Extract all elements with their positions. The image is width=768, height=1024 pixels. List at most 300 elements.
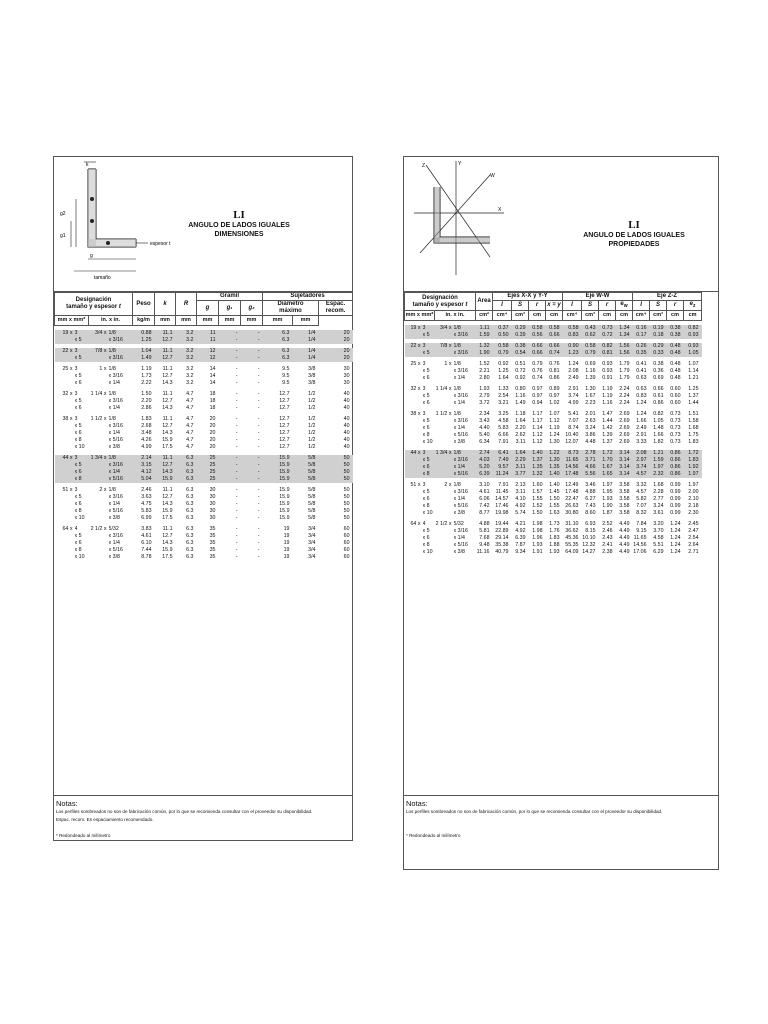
unit-cell: kg/m [133, 316, 155, 326]
table-cell: 1.98 [532, 521, 543, 528]
table-cell: 35 [209, 526, 216, 532]
table-row [405, 325, 719, 332]
table-cell: 3 [422, 361, 426, 368]
unit-cell: cm [546, 311, 563, 321]
table-cell [435, 528, 454, 535]
table-cell [435, 332, 454, 339]
table-cell: 3/8 [308, 373, 316, 379]
table-cell: 2.49 [636, 425, 647, 432]
table-cell: 6.3 [186, 547, 194, 553]
col-xx-S: S [512, 301, 529, 311]
table-cell: 2.38 [602, 549, 613, 556]
notes-title: Notas: [56, 799, 78, 808]
table-cell: 1/8 [109, 455, 133, 462]
notes-line-1: Los perfiles sombreados no son de fabricación común, por lo que se recomienda consultar con el proveedor su disponibilidad. [56, 809, 313, 814]
table-cell: 18 [209, 405, 216, 411]
table-cell [405, 439, 423, 446]
table-cell: 17.5 [162, 515, 173, 521]
table-cell [89, 476, 109, 483]
table-cell: x 6 [422, 425, 430, 432]
table-cell: 50 [319, 462, 353, 469]
title-symbol: LI [233, 209, 245, 221]
table-cell: 9.48 [479, 542, 490, 549]
table-cell: x 10 [74, 515, 85, 521]
table-cell: x 8 [75, 476, 89, 483]
table-cell: 4.57 [636, 489, 647, 496]
table-cell: 4.58 [498, 418, 509, 425]
table-cell: 1.24 [670, 542, 681, 549]
table-cell [405, 400, 423, 407]
table-cell: 6.3 [176, 455, 197, 462]
table-cell: 0.99 [670, 489, 681, 496]
table-cell [405, 510, 423, 517]
table-cell: 6.99 [141, 515, 152, 521]
table-cell: 1.90 [602, 503, 613, 510]
table-cell: - [219, 337, 241, 344]
properties-panel [403, 156, 719, 870]
table-cell: 0.99 [670, 503, 681, 510]
table-cell: 1.25 [498, 368, 509, 375]
table-cell: - [219, 355, 241, 362]
table-cell: 1.32 [476, 343, 493, 350]
table-cell [55, 398, 75, 405]
table-cell: 1.04 [133, 348, 155, 355]
table-row [55, 540, 353, 547]
table-cell: 0.29 [650, 343, 667, 350]
table-cell: 0.43 [582, 325, 599, 332]
table-cell: 44 x [55, 455, 75, 462]
table-row [55, 366, 353, 373]
table-cell [435, 510, 454, 517]
table-cell: 4.61 [141, 533, 152, 539]
table-cell: 1/4 [293, 355, 319, 362]
table-cell: 1.25 [688, 386, 699, 393]
fig-label-g2: g2 [60, 211, 66, 217]
dimensions-subtitle: DIMENSIONES [214, 231, 264, 238]
table-cell: x 3/16 [109, 355, 133, 362]
table-cell: 5/8 [308, 494, 316, 500]
table-cell: 2.43 [602, 535, 613, 542]
dimensions-title: ANGULO DE LADOS IGUALES [188, 222, 290, 229]
table-cell: x 1/4 [453, 535, 465, 542]
table-cell: 1.45 [549, 489, 560, 496]
table-cell: 1.32 [529, 471, 546, 478]
table-cell: 0.93 [684, 332, 702, 339]
table-cell: 1.92 [684, 464, 702, 471]
table-cell: 0.48 [667, 350, 684, 357]
table-cell [405, 464, 423, 471]
table-cell: 12.49 [565, 482, 579, 489]
table-cell: 3.58 [619, 496, 630, 503]
table-cell: x 8 [422, 542, 430, 549]
table-cell: 11.1 [162, 391, 173, 397]
table-cell: 5.83 [141, 508, 152, 514]
col-xx-r: r [529, 301, 546, 311]
table-cell: 19 [283, 526, 290, 532]
table-cell [435, 549, 454, 556]
table-cell [405, 549, 423, 556]
table-cell: 3.24 [653, 503, 664, 510]
table-cell: 0.72 [599, 332, 616, 339]
col-xx-I: I [493, 301, 512, 311]
table-cell: 1.37 [688, 393, 699, 400]
table-cell: 3.15 [133, 462, 155, 469]
table-cell: 0.86 [667, 450, 684, 457]
table-row [55, 330, 353, 337]
table-cell: x 10 [74, 444, 85, 450]
table-cell: - [235, 405, 238, 411]
table-cell: 4.88 [479, 521, 490, 528]
table-cell: 15.9 [279, 508, 290, 514]
table-cell: 1.37 [529, 457, 546, 464]
table-cell: 1.52 [532, 503, 543, 510]
table-row [55, 533, 353, 540]
table-cell: 15.9 [263, 476, 293, 483]
table-cell: 9.15 [636, 528, 647, 535]
unit-cell: mm [176, 316, 197, 326]
table-cell: x 5/16 [453, 432, 468, 439]
table-cell: x 3/8 [453, 439, 465, 446]
table-cell [405, 375, 423, 382]
unit-cell: mm [219, 316, 241, 326]
col-zz-r: r [667, 301, 684, 311]
table-cell: 4.92 [515, 528, 526, 535]
table-cell: 3/4 [308, 533, 316, 539]
table-cell: 17.48 [563, 471, 582, 478]
table-cell: 20 [319, 330, 353, 337]
table-cell: 0.58 [493, 343, 512, 350]
table-row [55, 508, 353, 515]
table-cell: 2.54 [498, 393, 509, 400]
table-cell: 2.18 [688, 503, 699, 510]
table-cell: 1.56 [616, 350, 633, 357]
table-cell: 2.78 [582, 450, 599, 457]
table-cell: x 6 [423, 464, 435, 471]
table-cell: 0.66 [653, 386, 664, 393]
table-cell [405, 393, 423, 400]
table-row [55, 547, 353, 554]
unit-cell: mm [241, 316, 263, 326]
table-cell: 1.19 [602, 386, 613, 393]
table-cell: 1.64 [512, 450, 529, 457]
table-cell: 19 [283, 554, 290, 560]
table-row [55, 416, 353, 423]
table-cell: 4.57 [633, 471, 650, 478]
table-cell: 3.2 [186, 380, 194, 386]
table-cell: 29.14 [495, 535, 509, 542]
table-cell: 19 x [55, 330, 75, 337]
table-cell: 3 [422, 482, 426, 489]
table-cell: 1/8 [454, 325, 476, 332]
table-cell: 30.80 [565, 510, 579, 517]
table-cell [89, 533, 109, 540]
table-cell: 3.21 [498, 400, 509, 407]
table-cell: x 3/16 [108, 373, 123, 379]
table-cell: x 8 [422, 432, 430, 439]
table-cell: 1 1/4 x [90, 391, 107, 397]
table-cell: 50 [343, 487, 350, 493]
table-cell: 8.32 [636, 510, 647, 517]
table-cell: 30 [343, 380, 350, 386]
table-cell: x 5 [423, 350, 435, 357]
table-cell: 0.76 [532, 368, 543, 375]
unit-cell: mm [263, 316, 293, 326]
table-cell: - [257, 398, 260, 404]
table-cell: 5.74 [515, 510, 526, 517]
table-cell: 3.74 [633, 464, 650, 471]
table-cell: 1 x [99, 366, 107, 372]
table-cell: 1.44 [688, 400, 699, 407]
table-cell: 1.33 [498, 386, 509, 393]
table-cell: 4.7 [186, 437, 194, 443]
table-cell: 6.29 [653, 549, 664, 556]
unit-cell: in. x in. [89, 316, 133, 326]
fig-label-w: W [490, 173, 495, 179]
table-cell: x 3/16 [454, 350, 476, 357]
table-row [405, 489, 719, 496]
table-cell [89, 540, 109, 547]
table-cell: 1 3/4 x [435, 450, 452, 457]
table-cell: 3 [422, 411, 426, 418]
table-cell: 3 [423, 343, 435, 350]
table-cell [55, 501, 75, 508]
table-row [405, 482, 719, 489]
table-cell: 1.56 [616, 343, 633, 350]
table-row [55, 494, 353, 501]
table-cell: 2.30 [688, 510, 699, 517]
table-cell: - [257, 554, 260, 560]
table-cell: 40 [343, 430, 350, 436]
table-cell: 3.70 [653, 528, 664, 535]
table-cell: x 10 [422, 439, 433, 446]
table-cell: - [219, 462, 241, 469]
table-cell: 0.69 [585, 361, 596, 368]
table-cell: x 5/16 [454, 471, 476, 478]
table-cell: 1/8 [109, 330, 133, 337]
table-cell: 50 [319, 469, 353, 476]
table-cell: 19 [283, 540, 290, 546]
table-cell: 0.80 [515, 386, 526, 393]
table-cell: 5.41 [568, 411, 579, 418]
table-cell: 3.58 [619, 489, 630, 496]
table-cell: 20 [319, 355, 353, 362]
table-cell: 3.10 [479, 482, 490, 489]
table-cell [55, 508, 75, 515]
table-cell: 25 [197, 455, 219, 462]
table-cell: x 6 [75, 469, 89, 476]
table-cell [435, 350, 454, 357]
table-cell: 50 [319, 476, 353, 483]
table-cell [405, 528, 423, 535]
table-cell: 0.73 [670, 418, 681, 425]
table-cell: 3/4 [308, 526, 316, 532]
col-g: g [197, 301, 219, 316]
table-cell: 0.63 [636, 375, 647, 382]
table-cell: 4.49 [619, 521, 630, 528]
table-cell: x 6 [422, 375, 430, 382]
table-cell: - [257, 515, 260, 521]
table-cell: 7.07 [636, 503, 647, 510]
table-cell: 1.82 [653, 439, 664, 446]
table-cell [89, 462, 109, 469]
table-cell: x 3/8 [453, 510, 465, 517]
table-cell: 0.38 [667, 332, 684, 339]
table-cell: 3.71 [582, 457, 599, 464]
table-cell: 0.74 [532, 375, 543, 382]
table-cell: 35.38 [495, 542, 509, 549]
table-cell [405, 425, 423, 432]
table-cell: 15.9 [279, 501, 290, 507]
table-cell: 2.45 [688, 521, 699, 528]
table-cell: x 5/16 [453, 542, 468, 549]
table-cell: 2.49 [568, 375, 579, 382]
table-cell: 2.74 [476, 450, 493, 457]
table-cell: 12.7 [279, 405, 290, 411]
table-cell [435, 368, 454, 375]
table-cell: 2.79 [479, 393, 490, 400]
table-cell: 40 [343, 444, 350, 450]
table-cell: 3 [75, 348, 89, 355]
table-row [405, 439, 719, 446]
table-cell [435, 425, 454, 432]
table-cell: 0.81 [599, 350, 616, 357]
unit-cell: cm [684, 311, 702, 321]
table-cell: 60 [343, 526, 350, 532]
table-cell: 6.3 [186, 526, 194, 532]
table-cell: 12.7 [279, 430, 290, 436]
table-cell: 11.1 [162, 366, 173, 372]
table-cell: 1.22 [546, 450, 563, 457]
table-cell: 1.93 [602, 496, 613, 503]
table-cell [89, 515, 109, 522]
table-row [405, 471, 719, 478]
table-cell: 11.1 [162, 487, 173, 493]
col-eje-ww: Eje W-W [563, 293, 633, 301]
table-cell: 12.7 [155, 462, 176, 469]
table-cell: 0.99 [670, 496, 681, 503]
table-cell: 0.66 [546, 332, 563, 339]
table-cell: 1.83 [549, 535, 560, 542]
table-cell: 12.7 [162, 373, 173, 379]
table-cell: 3 [423, 325, 435, 332]
table-row [405, 425, 719, 432]
table-cell: 10.10 [582, 535, 596, 542]
table-cell: - [235, 373, 238, 379]
table-cell: x 3/8 [108, 444, 120, 450]
table-cell: 3.14 [616, 471, 633, 478]
table-cell: 2.20 [141, 398, 152, 404]
unit-cell: cm [667, 311, 684, 321]
table-cell: 1.67 [599, 464, 616, 471]
table-cell: 0.35 [633, 350, 650, 357]
table-cell: x 3/8 [108, 515, 120, 521]
table-cell: 6.3 [176, 469, 197, 476]
table-cell: 6.3 [263, 337, 293, 344]
table-cell: 1.35 [546, 464, 563, 471]
table-cell: 1.55 [549, 503, 560, 510]
table-cell: 50 [343, 501, 350, 507]
table-cell: 1.39 [585, 375, 596, 382]
table-cell: 12.7 [279, 416, 290, 422]
table-cell: 22.47 [565, 496, 579, 503]
table-cell: 35 [209, 540, 216, 546]
dimensions-panel [53, 156, 353, 841]
table-cell: 17.5 [162, 554, 173, 560]
table-cell: 6.06 [479, 496, 490, 503]
notes-line-2: Espac. recom. Es espaciamiento recomendado. [56, 817, 154, 822]
properties-table [404, 292, 718, 560]
table-cell: 6.3 [176, 476, 197, 483]
table-cell: 1/8 [108, 366, 116, 372]
table-cell: 64 x [62, 526, 73, 532]
table-cell: x 10 [422, 510, 433, 517]
table-cell: - [241, 462, 263, 469]
table-cell: 0.48 [670, 375, 681, 382]
fig-label-thickness: espesor t [150, 241, 171, 247]
table-cell: 0.76 [549, 361, 560, 368]
table-cell: 5.51 [653, 542, 664, 549]
table-row [405, 418, 719, 425]
table-cell: 25 [197, 462, 219, 469]
table-cell: 1.98 [532, 528, 543, 535]
table-cell: x 5 [422, 528, 430, 535]
table-cell: 1.52 [479, 361, 490, 368]
table-cell: x 6 [74, 540, 82, 546]
table-cell: 1.50 [141, 391, 152, 397]
table-cell [405, 332, 423, 339]
table-row [405, 386, 719, 393]
table-cell: 1/8 [454, 450, 476, 457]
table-cell: 2.86 [141, 405, 152, 411]
table-cell: 4.7 [186, 398, 194, 404]
table-cell: 3 [422, 386, 426, 393]
table-row [405, 542, 719, 549]
table-cell: 1.14 [532, 425, 543, 432]
table-cell: 5.83 [498, 425, 509, 432]
table-cell: 0.86 [653, 400, 664, 407]
table-cell: 0.63 [636, 386, 647, 393]
table-cell: 0.51 [515, 361, 526, 368]
table-cell: - [241, 469, 263, 476]
table-cell: 6.3 [263, 330, 293, 337]
table-cell: 7.87 [515, 542, 526, 549]
table-cell: x 1/4 [108, 405, 120, 411]
table-cell: 2 1/2 x [435, 521, 452, 528]
table-cell: x 3/16 [108, 494, 123, 500]
table-cell: 11 [197, 330, 219, 337]
table-cell: 15.9 [263, 455, 293, 462]
table-cell: 14.3 [162, 501, 173, 507]
table-cell [435, 375, 454, 382]
table-cell [89, 423, 109, 430]
table-cell [89, 437, 109, 444]
table-cell: 7.49 [493, 457, 512, 464]
table-cell: - [235, 437, 238, 443]
table-cell: 6.27 [585, 496, 596, 503]
table-cell: 0.90 [563, 343, 582, 350]
table-cell: x 5 [422, 418, 430, 425]
table-cell: - [219, 476, 241, 483]
table-cell: 4.61 [479, 489, 490, 496]
table-cell: 7.43 [585, 503, 596, 510]
table-cell: 1.47 [602, 411, 613, 418]
table-cell: 1.17 [532, 411, 543, 418]
table-cell: 1/4 [293, 330, 319, 337]
table-row [405, 332, 719, 339]
table-cell: 7.68 [479, 535, 490, 542]
table-cell: 2.23 [585, 400, 596, 407]
table-cell: 14.27 [582, 549, 596, 556]
